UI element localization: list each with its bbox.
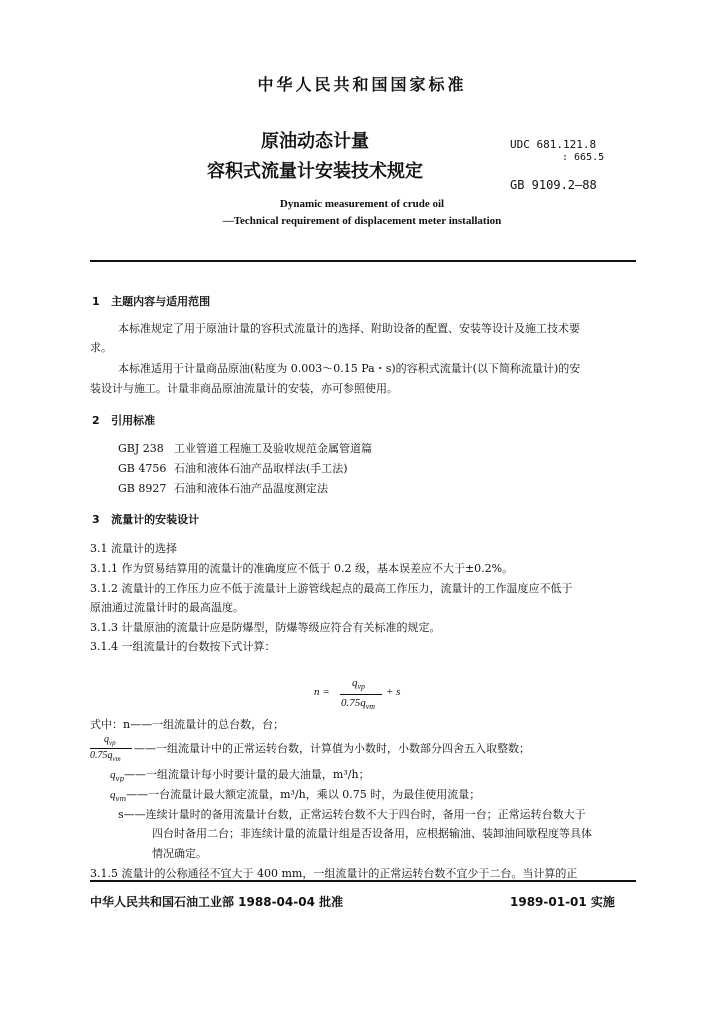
definition-s-line3: 情况确定。 xyxy=(152,847,207,860)
reference-item xyxy=(118,440,372,458)
definition-s-line2: 四台时备用二台；非连续计量的流量计组是否设备用，应根据输油、装卸油间歇程度等具体 xyxy=(152,827,592,840)
def-fraction-denominator-symbol: 0.75q xyxy=(90,750,113,761)
clause-3-1-1: 3.1.1 作为贸易结算用的流量计的准确度应不低于 0.2 级，基本误差应不大于±0.2%。 xyxy=(90,562,514,575)
clause-3-1-4: 3.1.4 一组流量计的台数按下式计算： xyxy=(90,640,276,653)
def-fraction-denominator xyxy=(90,750,121,763)
reference-title: 石油和液体石油产品温度测定法 xyxy=(174,482,328,495)
reference-code: GB 4756 xyxy=(118,462,167,475)
reference-item xyxy=(118,460,348,478)
definition-qvp-symbol: q xyxy=(110,769,116,781)
english-title-line2: —Technical requirement of displacement meter installation xyxy=(222,215,502,227)
formula-numerator-sub: vp xyxy=(357,682,366,692)
def-fraction-numerator xyxy=(104,734,116,747)
implementation-date: 1989-01-01 实施 xyxy=(510,895,615,909)
formula-numerator xyxy=(352,677,365,691)
clause-3-1: 3.1 流量计的选择 xyxy=(90,542,177,555)
formula-numerator-symbol: q xyxy=(352,677,358,689)
section1-heading xyxy=(92,293,210,309)
definition-qvm-text: ——一台流量计最大额定流量，m³/h，乘以 0.75 时，为最佳使用流量； xyxy=(126,788,481,801)
standard-title: 中华人民共和国国家标准 xyxy=(257,75,467,94)
udc-number-cont: : 665.5 xyxy=(562,152,605,163)
approval-note: 中华人民共和国石油工业部 1988-04-04 批准 xyxy=(90,895,344,909)
definition-qvp xyxy=(110,766,370,788)
section3-number: 3 xyxy=(92,513,100,526)
formula-denominator-symbol: 0.75q xyxy=(341,697,366,709)
section1-para2-line1: 本标准适用于计量商品原油(粘度为 0.003～0.15 Pa・s)的容积式流量计(以下简称流量计)的安 xyxy=(118,362,581,375)
definition-n: 式中：n——一组流量计的总台数，台； xyxy=(90,718,285,731)
section1-para1-line2: 求。 xyxy=(90,341,112,354)
def-fraction-numerator-symbol: q xyxy=(104,734,109,745)
reference-code: GBJ 238 xyxy=(118,442,164,455)
reference-item xyxy=(118,480,328,498)
top-rule xyxy=(90,260,636,262)
definition-qvm-sub: vm xyxy=(115,795,127,804)
doc-title-line2: 容积式流量计安装技术规定 xyxy=(207,161,423,182)
english-title-line1: Dynamic measurement of crude oil xyxy=(279,198,445,210)
section2-heading xyxy=(92,412,155,428)
section1-number: 1 xyxy=(92,295,100,308)
definition-fraction: ——一组流量计中的正常运转台数，计算值为小数时，小数部分四舍五入取整数； xyxy=(134,742,530,755)
clause-3-1-2-line1: 3.1.2 流量计的工作压力应不低于流量计上游管线起点的最高工作压力，流量计的工作温度应不低于 xyxy=(90,582,573,595)
formula-denominator xyxy=(341,697,375,711)
def-fraction-bar xyxy=(90,748,132,749)
formula-denominator-sub: vm xyxy=(365,702,376,712)
formula-fraction-bar xyxy=(340,694,382,695)
section3-heading xyxy=(92,511,199,527)
udc-number: UDC 681.121.8 xyxy=(510,138,597,151)
doc-title-line1: 原油动态计量 xyxy=(261,131,369,152)
section1-para1-line1: 本标准规定了用于原油计量的容积式流量计的选择、附助设备的配置、安装等设计及施工技术要 xyxy=(118,322,580,335)
reference-title: 工业管道工程施工及验收规范金属管道篇 xyxy=(174,442,372,455)
clause-3-1-3: 3.1.3 计量原油的流量计应是防爆型，防爆等级应符合有关标准的规定。 xyxy=(90,621,441,634)
gb-number: GB 9109.2—88 xyxy=(510,178,597,192)
def-fraction-numerator-sub: vp xyxy=(109,739,116,747)
section3-title: 流量计的安装设计 xyxy=(111,513,200,526)
section2-title: 引用标准 xyxy=(111,414,156,427)
def-fraction-denominator-sub: vm xyxy=(112,755,121,763)
definition-s-line1: s——连续计量时的备用流量计台数，正常运转台数不大于四台时，备用一台；正常运转台数大于 xyxy=(118,808,586,821)
definition-qvp-text: ——一组流量计每小时要计量的最大油量，m³/h； xyxy=(123,768,370,781)
bottom-rule xyxy=(90,880,636,882)
clause-3-1-2-line2: 原油通过流量计时的最高温度。 xyxy=(90,601,244,614)
section2-number: 2 xyxy=(92,414,100,427)
definition-qvp-sub: vp xyxy=(115,775,124,784)
section1-para2-line2: 装设计与施工。计量非商品原油流量计的安装，亦可参照使用。 xyxy=(90,382,398,395)
formula-lhs: n = xyxy=(314,686,330,698)
reference-title: 石油和液体石油产品取样法(手工法) xyxy=(174,462,348,475)
section1-title: 主题内容与适用范围 xyxy=(111,295,211,308)
definition-qvm-symbol: q xyxy=(110,789,116,801)
reference-code: GB 8927 xyxy=(118,482,167,495)
formula-rhs: + s xyxy=(386,686,401,698)
definition-qvm xyxy=(110,786,480,808)
clause-3-1-5: 3.1.5 流量计的公称通径不宜大于 400 mm，一组流量计的正常运转台数不宜少于二台。当计算的正 xyxy=(90,867,578,880)
